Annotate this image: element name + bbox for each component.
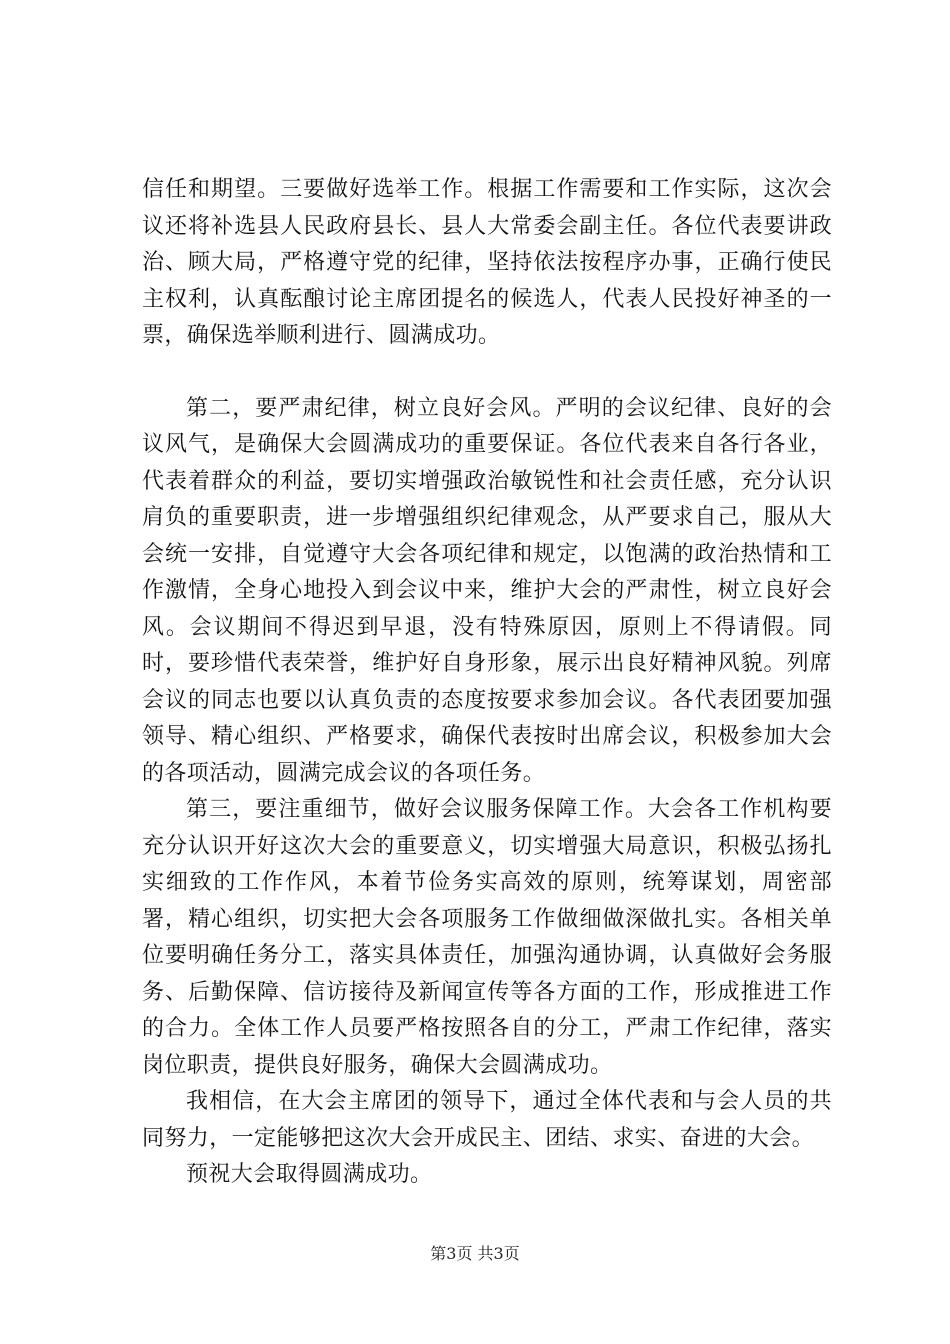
paragraph-wish: 预祝大会取得圆满成功。 (186, 1162, 433, 1187)
paragraph-belief: 我相信，在大会主席团的领导下，通过全体代表和与会人员的共同努力，一定能够把这次大会开成民主、团结、求实、奋进的大会。 (142, 1089, 832, 1151)
paragraph-service-details: 第三，要注重细节，做好会议服务保障工作。大会各工作机构要充分认识开好这次大会的重要意义，切实增强大局意识，积极弘扬扎实细致的工作作风，本着节俭务实高效的原则，统筹谋划，周密部署，精心组织，切实把大会各项服务工作做细做深做扎实。各相关单位要明确任务分工，落实具体责任，加强沟通协调，认真做好会务服务、后勤保障、信访接待及新闻宣传等各方面的工作，形成推进工作的合力。全体工作人员要严格按照各自的分工，严肃工作纪律，落实岗位职责，提供良好服务，确保大会圆满成功。 (142, 797, 832, 1078)
document-body (142, 172, 832, 1194)
paragraph-discipline: 第二，要严肃纪律，树立良好会风。严明的会议纪律、良好的会议风气，是确保大会圆满成功的重要保证。各位代表来自各行各业，代表着群众的利益，要切实增强政治敏锐性和社会责任感，充分认识肩负的重要职责，进一步增强组织纪律观念，从严要求自己，服从大会统一安排，自觉遵守大会各项纪律和规定，以饱满的政治热情和工作激情，全身心地投入到会议中来，维护大会的严肃性，树立良好会风。会议期间不得迟到早退，没有特殊原因，原则上不得请假。同时，要珍惜代表荣誉，维护好自身形象，展示出良好精神风貌。列席会议的同志也要以认真负责的态度按要求参加会议。各代表团要加强领导、精心组织、严格要求，确保代表按时出席会议，积极参加大会的各项活动，圆满完成会议的各项任务。 (142, 395, 832, 786)
paragraph-continued-election: 信任和期望。三要做好选举工作。根据工作需要和工作实际，这次会议还将补选县人民政府县长、县人大常委会副主任。各位代表要讲政治、顾大局，严格遵守党的纪律，坚持依法按程序办事，正确行使民主权利，认真酝酿讨论主席团提名的候选人，代表人民投好神圣的一票，确保选举顺利进行、圆满成功。 (142, 177, 832, 348)
page-footer: 第3页 共3页 (430, 1244, 520, 1263)
